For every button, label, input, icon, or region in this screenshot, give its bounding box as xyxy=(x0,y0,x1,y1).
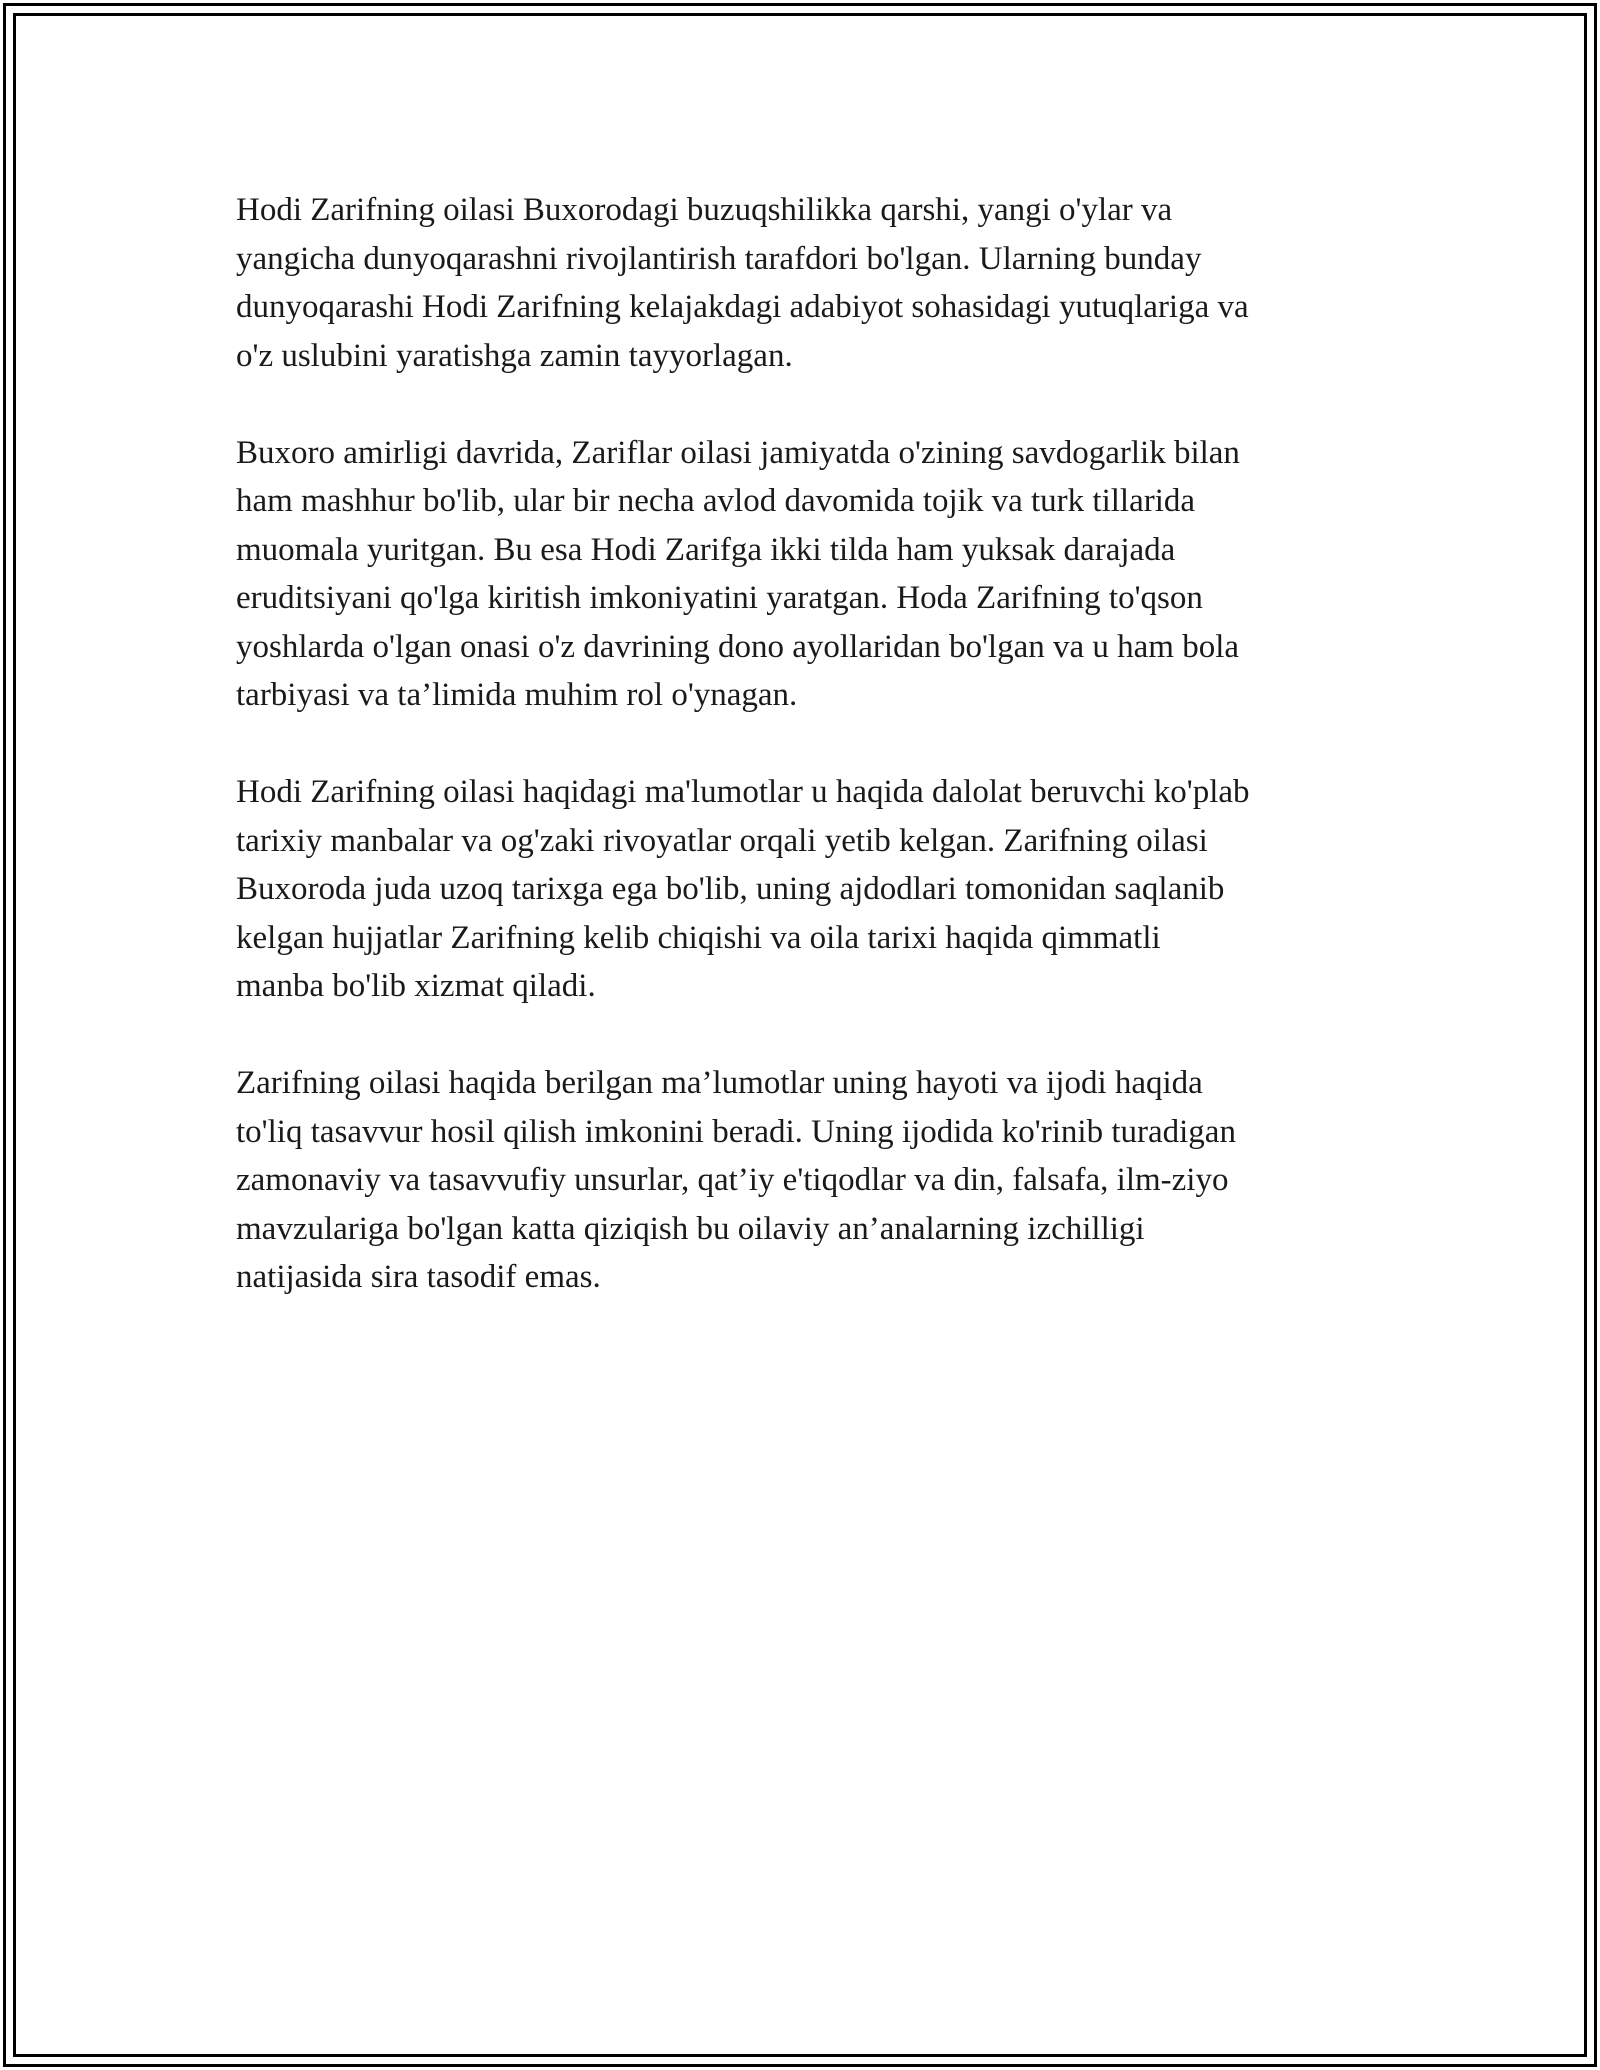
paragraph-3: Hodi Zarifning oilasi haqidagi ma'lumotlar u haqida dalolat beruvchi ko'plab tarixiy manbalar va og'zaki rivoyatlar orqali yetib kelgan. Zarifning oilasi Buxoroda juda uzoq tarixga ega bo'lib, uning ajdodlari tomonidan saqlanib kelgan hujjatlar Zarifning kelib chiqishi va oila tarixi haqida qimmatli manba bo'lib xizmat qiladi. xyxy=(236,774,1250,1004)
paragraph-2: Buxoro amirligi davrida, Zariflar oilasi jamiyatda o'zining savdogarlik bilan ham mashhur bo'lib, ular bir necha avlod davomida tojik va turk tillarida muomala yuritgan. Bu esa Hodi Zarifga ikki tilda ham yuksak darajada eruditsiyani qo'lga kiritish imkoniyatini yaratgan. Hoda Zarifning to'qson yoshlarda o'lgan onasi o'z davrining dono ayollaridan bo'lgan va u ham bola tarbiyasi va ta’limida muhim rol o'ynagan. xyxy=(236,434,1240,713)
paragraph-4: Zarifning oilasi haqida berilgan ma’lumotlar uning hayoti va ijodi haqida to'liq tasavvur hosil qilish imkonini beradi. Uning ijodida ko'rinib turadigan zamonaviy va tasavvufiy unsurlar, qat’iy e'tiqodlar va din, falsafa, ilm-ziyo mavzulariga bo'lgan katta qiziqish bu oilaviy an’analarning izchilligi natijasida sira tasodif emas. xyxy=(236,1065,1236,1295)
document-body xyxy=(236,186,1376,1350)
paragraph-1: Hodi Zarifning oilasi Buxorodagi buzuqshilikka qarshi, yangi o'ylar va yangicha dunyoqarashni rivojlantirish tarafdori bo'lgan. Ularning bunday dunyoqarashi Hodi Zarifning kelajakdagi adabiyot sohasidagi yutuqlariga va o'z uslubini yaratishga zamin tayyorlagan. xyxy=(236,192,1249,374)
